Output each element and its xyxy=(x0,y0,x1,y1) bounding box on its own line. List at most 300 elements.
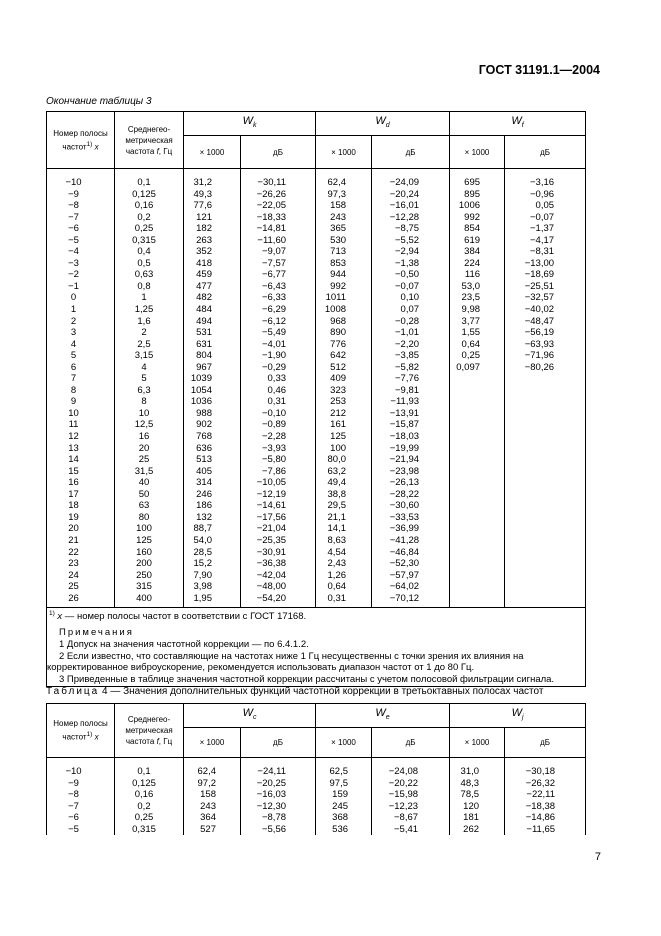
table-cell: 0,31 xyxy=(241,396,316,408)
table-cell: 10 xyxy=(115,408,184,420)
table-cell: −18,38 xyxy=(505,801,586,813)
table-cell: −36,38 xyxy=(241,558,316,570)
table-cell: 120 xyxy=(450,801,505,813)
table-cell: −80,26 xyxy=(505,362,586,374)
table-cell: −8 xyxy=(47,789,115,801)
table-cell: 804 xyxy=(184,350,241,362)
table-cell xyxy=(450,431,505,443)
table-cell: 314 xyxy=(184,477,241,489)
table-cell: 853 xyxy=(316,258,372,270)
table-cell xyxy=(505,489,586,501)
table-cell: 80 xyxy=(115,512,184,524)
table4-caption-text: 4 — Значения дополнительных функций частотной коррекции в третьоктавных полосах частот xyxy=(102,686,544,697)
table-cell xyxy=(505,547,586,559)
table-row xyxy=(47,477,586,489)
table-cell xyxy=(450,547,505,559)
table-row xyxy=(47,350,586,362)
table-cell: −10 xyxy=(47,758,115,778)
table-cell: −18,69 xyxy=(505,269,586,281)
table-cell: −0,07 xyxy=(505,212,586,224)
table-cell: 0,2 xyxy=(115,212,184,224)
sub-header-db: дБ xyxy=(372,136,450,169)
table-cell: 15 xyxy=(47,466,115,478)
sub-header-x1000: × 1000 xyxy=(316,728,372,758)
table-row xyxy=(47,801,586,813)
table-cell: 713 xyxy=(316,246,372,258)
sub-header-x1000: × 1000 xyxy=(316,136,372,169)
table-cell: −4,17 xyxy=(505,235,586,247)
table-cell: 0,315 xyxy=(115,235,184,247)
table-cell xyxy=(450,385,505,397)
table-cell: 477 xyxy=(184,281,241,293)
table-cell xyxy=(450,443,505,455)
col-band-header: Номер полосы частот$^{1)}$ x xyxy=(47,704,115,758)
table-cell: −9,81 xyxy=(372,385,450,397)
table-cell: −16,03 xyxy=(241,789,316,801)
table-cell: 482 xyxy=(184,292,241,304)
table-cell: −24,11 xyxy=(241,758,316,778)
table-cell xyxy=(450,558,505,570)
table-cell xyxy=(450,396,505,408)
table-cell: 2 xyxy=(47,316,115,328)
table-cell: 636 xyxy=(184,443,241,455)
table-cell: −2 xyxy=(47,269,115,281)
table-cell: 0,46 xyxy=(241,385,316,397)
table-cell: 0,315 xyxy=(115,824,184,836)
table-cell: 0,16 xyxy=(115,200,184,212)
note-1: 1 Допуск на значения частотной коррекции — по 6.4.1.2. xyxy=(59,638,309,650)
table-row xyxy=(47,500,586,512)
table-cell: 0 xyxy=(47,292,115,304)
table-row xyxy=(47,169,586,189)
table-cell: −40,02 xyxy=(505,304,586,316)
table4-caption xyxy=(46,686,543,697)
table-cell: −12,23 xyxy=(372,801,450,813)
table-cell: 49,3 xyxy=(184,189,241,201)
table-cell: 17 xyxy=(47,489,115,501)
table-cell: 4,54 xyxy=(316,547,372,559)
table-cell: −6,77 xyxy=(241,269,316,281)
group-header-wf: $W_f$ xyxy=(450,112,586,136)
table-cell: 0,2 xyxy=(115,801,184,813)
table-cell: 0,8 xyxy=(115,281,184,293)
table-cell: 8 xyxy=(47,385,115,397)
table-cell: −0,89 xyxy=(241,419,316,431)
table-cell: 224 xyxy=(450,258,505,270)
table-cell: −13,91 xyxy=(372,408,450,420)
table-cell: −26,26 xyxy=(241,189,316,201)
table-cell: −22,05 xyxy=(241,200,316,212)
table-row xyxy=(47,558,586,570)
sub-header-x1000: × 1000 xyxy=(450,136,505,169)
table-cell: 159 xyxy=(316,789,372,801)
table-cell xyxy=(505,581,586,593)
table-cell: −25,51 xyxy=(505,281,586,293)
table-cell: 902 xyxy=(184,419,241,431)
table-cell xyxy=(505,535,586,547)
table-cell: 484 xyxy=(184,304,241,316)
table-cell: 15,2 xyxy=(184,558,241,570)
table3-header xyxy=(47,112,586,169)
table-cell: −9 xyxy=(47,189,115,201)
table-cell: −5,80 xyxy=(241,454,316,466)
table-cell: 14 xyxy=(47,454,115,466)
table-cell: −12,19 xyxy=(241,489,316,501)
table-row xyxy=(47,778,586,790)
table4-body xyxy=(47,758,586,836)
table-cell: 0,07 xyxy=(372,304,450,316)
table-cell: −8,31 xyxy=(505,246,586,258)
table-cell: 181 xyxy=(450,812,505,824)
table-cell: −14,61 xyxy=(241,500,316,512)
table-row xyxy=(47,385,586,397)
table-cell: −5 xyxy=(47,235,115,247)
table-row xyxy=(47,454,586,466)
table-cell xyxy=(505,396,586,408)
table-row xyxy=(47,789,586,801)
table-cell: 384 xyxy=(450,246,505,258)
table-row xyxy=(47,189,586,201)
table-cell: 77,6 xyxy=(184,200,241,212)
sub-header-db: дБ xyxy=(241,136,316,169)
table-cell: 992 xyxy=(316,281,372,293)
table-cell: 1,25 xyxy=(115,304,184,316)
table-cell: −21,04 xyxy=(241,523,316,535)
table-cell: 4 xyxy=(47,339,115,351)
table-cell: −18,33 xyxy=(241,212,316,224)
table-cell: 1 xyxy=(47,304,115,316)
table-cell: −7,76 xyxy=(372,373,450,385)
col-freq-label: Среднегео-метрическая частота xyxy=(125,124,173,156)
table-cell: 62,4 xyxy=(316,169,372,189)
table-cell xyxy=(505,443,586,455)
table-cell: 18 xyxy=(47,500,115,512)
table-cell: 8,63 xyxy=(316,535,372,547)
table-cell: 0,63 xyxy=(115,269,184,281)
document-header: ГОСТ 31191.1—2004 xyxy=(478,63,600,77)
table-cell xyxy=(450,489,505,501)
table-cell: 9,98 xyxy=(450,304,505,316)
table-cell: 527 xyxy=(184,824,241,836)
table-cell xyxy=(505,477,586,489)
table-cell: 512 xyxy=(316,362,372,374)
table-cell xyxy=(505,385,586,397)
table-cell: 513 xyxy=(184,454,241,466)
table-cell: 776 xyxy=(316,339,372,351)
table-row xyxy=(47,512,586,524)
table-cell: 62,5 xyxy=(316,758,372,778)
col-freq-header: Среднегео-метрическая частота f, Гц xyxy=(115,704,184,758)
table-cell xyxy=(450,477,505,489)
table-cell xyxy=(450,419,505,431)
table-cell: 11 xyxy=(47,419,115,431)
table-cell: −2,28 xyxy=(241,431,316,443)
table-cell: −57,97 xyxy=(372,570,450,582)
table-cell: 531 xyxy=(184,327,241,339)
col-band-label: Номер полосы частот xyxy=(53,128,108,152)
table-cell: −64,02 xyxy=(372,581,450,593)
table-row xyxy=(47,327,586,339)
table-cell: 97,2 xyxy=(184,778,241,790)
table-row xyxy=(47,292,586,304)
table-cell: 0,25 xyxy=(115,812,184,824)
table-cell xyxy=(505,500,586,512)
table-cell: −22,11 xyxy=(505,789,586,801)
sub-header-x1000: × 1000 xyxy=(184,136,241,169)
table-row xyxy=(47,235,586,247)
table-cell: −20,22 xyxy=(372,778,450,790)
table-cell: −16,01 xyxy=(372,200,450,212)
col-freq-header: Среднегео-метрическая частота f, Гц xyxy=(115,112,184,169)
table-cell: −28,22 xyxy=(372,489,450,501)
table-cell: 895 xyxy=(450,189,505,201)
table-cell xyxy=(505,570,586,582)
table-cell: 2,5 xyxy=(115,339,184,351)
table-cell: 967 xyxy=(184,362,241,374)
table-row xyxy=(47,200,586,212)
table-cell: 21 xyxy=(47,535,115,547)
table-cell: 1,55 xyxy=(450,327,505,339)
table-cell: −15,87 xyxy=(372,419,450,431)
table-row xyxy=(47,581,586,593)
table-cell: 0,097 xyxy=(450,362,505,374)
table-cell: −7 xyxy=(47,212,115,224)
table-cell: 0,10 xyxy=(372,292,450,304)
table-cell: −9,07 xyxy=(241,246,316,258)
table-cell: 2 xyxy=(115,327,184,339)
table-cell: 125 xyxy=(115,535,184,547)
table-cell: −3 xyxy=(47,258,115,270)
table-cell: 0,31 xyxy=(316,593,372,608)
table-cell: 25 xyxy=(47,581,115,593)
table-cell: 418 xyxy=(184,258,241,270)
table-cell: 100 xyxy=(316,443,372,455)
table-cell: 536 xyxy=(316,824,372,836)
table-cell: −6,33 xyxy=(241,292,316,304)
table-cell: 80,0 xyxy=(316,454,372,466)
table-cell: 16 xyxy=(47,477,115,489)
table-cell: −54,20 xyxy=(241,593,316,608)
table-cell xyxy=(505,431,586,443)
table3-body xyxy=(47,169,586,608)
table-cell: 125 xyxy=(316,431,372,443)
table-cell: 2,43 xyxy=(316,558,372,570)
table-cell xyxy=(450,535,505,547)
table-cell: 29,5 xyxy=(316,500,372,512)
table-cell: −30,60 xyxy=(372,500,450,512)
sub-header-db: дБ xyxy=(505,728,586,758)
table-cell: 49,4 xyxy=(316,477,372,489)
table-cell xyxy=(450,466,505,478)
table-cell: −5,52 xyxy=(372,235,450,247)
table-cell: 10 xyxy=(47,408,115,420)
table-cell xyxy=(505,466,586,478)
table-row xyxy=(47,396,586,408)
table-cell: −15,98 xyxy=(372,789,450,801)
table-row xyxy=(47,824,586,836)
table-cell: 631 xyxy=(184,339,241,351)
table-cell: −7 xyxy=(47,801,115,813)
table-cell xyxy=(505,558,586,570)
table-cell: 19 xyxy=(47,512,115,524)
table-cell: −1,37 xyxy=(505,223,586,235)
table-cell: 944 xyxy=(316,269,372,281)
table-cell: 409 xyxy=(316,373,372,385)
sub-header-db: дБ xyxy=(505,136,586,169)
table-cell xyxy=(450,523,505,535)
table-cell: 21,1 xyxy=(316,512,372,524)
table-row xyxy=(47,570,586,582)
table-cell: 6,3 xyxy=(115,385,184,397)
table-row xyxy=(47,269,586,281)
table-cell: 158 xyxy=(184,789,241,801)
table-cell: 63,2 xyxy=(316,466,372,478)
table-row xyxy=(47,246,586,258)
table-cell: 368 xyxy=(316,812,372,824)
table-cell: −11,60 xyxy=(241,235,316,247)
table-cell: −8,75 xyxy=(372,223,450,235)
sub-header-x1000: × 1000 xyxy=(450,728,505,758)
table-cell: 1036 xyxy=(184,396,241,408)
table-cell: −24,09 xyxy=(372,169,450,189)
notes-cell xyxy=(47,608,586,686)
table-row xyxy=(47,373,586,385)
table-cell: −3,93 xyxy=(241,443,316,455)
table-cell: 323 xyxy=(316,385,372,397)
table-cell: −42,04 xyxy=(241,570,316,582)
table-cell: 22 xyxy=(47,547,115,559)
table-cell: −13,00 xyxy=(505,258,586,270)
table-cell: 0,05 xyxy=(505,200,586,212)
table-cell: 12,5 xyxy=(115,419,184,431)
table-cell: 48,3 xyxy=(450,778,505,790)
table-cell: −1,01 xyxy=(372,327,450,339)
table-cell: 8 xyxy=(115,396,184,408)
table-cell: −30,11 xyxy=(241,169,316,189)
table-cell: 23 xyxy=(47,558,115,570)
table-row xyxy=(47,547,586,559)
table-cell: 890 xyxy=(316,327,372,339)
note-3: 3 Приведенные в таблице значения частотной коррекции рассчитаны с учетом полосовой фильтрации сигнала. xyxy=(59,673,555,685)
table-cell: 968 xyxy=(316,316,372,328)
table-cell: −2,20 xyxy=(372,339,450,351)
table-cell: 20 xyxy=(115,443,184,455)
table-row xyxy=(47,408,586,420)
table-cell: −4,01 xyxy=(241,339,316,351)
table-cell: 459 xyxy=(184,269,241,281)
table-cell: −1 xyxy=(47,281,115,293)
table-cell: −11,93 xyxy=(372,396,450,408)
group-header-wc: $W_c$ xyxy=(184,704,316,728)
table-cell: 200 xyxy=(115,558,184,570)
table-cell: 253 xyxy=(316,396,372,408)
table-cell: 1,6 xyxy=(115,316,184,328)
table-cell: 116 xyxy=(450,269,505,281)
table-cell: −23,98 xyxy=(372,466,450,478)
table-cell: −7,57 xyxy=(241,258,316,270)
table-cell: 854 xyxy=(450,223,505,235)
table-cell: −5,41 xyxy=(372,824,450,836)
page-number: 7 xyxy=(594,851,601,863)
table-cell: 25 xyxy=(115,454,184,466)
table-cell: 250 xyxy=(115,570,184,582)
table-row xyxy=(47,212,586,224)
table-cell: −14,86 xyxy=(505,812,586,824)
table-cell: 365 xyxy=(316,223,372,235)
table-cell: 0,125 xyxy=(115,189,184,201)
table-cell: −48,00 xyxy=(241,581,316,593)
table-cell: 3 xyxy=(47,327,115,339)
table-cell: −19,99 xyxy=(372,443,450,455)
table-cell: −48,47 xyxy=(505,316,586,328)
table-cell: 0,4 xyxy=(115,246,184,258)
table-cell: 121 xyxy=(184,212,241,224)
table-cell xyxy=(450,512,505,524)
table-cell: 16 xyxy=(115,431,184,443)
table-cell: −6 xyxy=(47,812,115,824)
table-cell xyxy=(505,419,586,431)
table-cell: 28,5 xyxy=(184,547,241,559)
table-cell: −26,32 xyxy=(505,778,586,790)
table-cell: 26 xyxy=(47,593,115,608)
table-cell: −17,56 xyxy=(241,512,316,524)
table-cell: −0,28 xyxy=(372,316,450,328)
table-cell: 62,4 xyxy=(184,758,241,778)
table-cell: 63 xyxy=(115,500,184,512)
table-cell: 315 xyxy=(115,581,184,593)
table-cell: 38,8 xyxy=(316,489,372,501)
table-row xyxy=(47,466,586,478)
group-header-wk: $W_k$ xyxy=(184,112,316,136)
table-4 xyxy=(46,703,586,835)
table-cell xyxy=(505,408,586,420)
table-cell: 31,0 xyxy=(450,758,505,778)
table-cell: 0,125 xyxy=(115,778,184,790)
table-cell: −0,07 xyxy=(372,281,450,293)
table-row xyxy=(47,535,586,547)
table-cell: 20 xyxy=(47,523,115,535)
table-cell: 0,16 xyxy=(115,789,184,801)
table-cell: 31,5 xyxy=(115,466,184,478)
table-row xyxy=(47,362,586,374)
table-cell: 1039 xyxy=(184,373,241,385)
table-cell: 158 xyxy=(316,200,372,212)
table-cell xyxy=(505,512,586,524)
table-cell: 1008 xyxy=(316,304,372,316)
group-header-we: $W_e$ xyxy=(316,704,450,728)
table-row xyxy=(47,223,586,235)
table-row xyxy=(47,339,586,351)
table-cell: 5 xyxy=(47,350,115,362)
table-cell: −10,05 xyxy=(241,477,316,489)
table-cell: 97,3 xyxy=(316,189,372,201)
notes-title: Примечания xyxy=(59,627,134,639)
table-cell: 0,64 xyxy=(316,581,372,593)
table-cell: 352 xyxy=(184,246,241,258)
table-cell: −10 xyxy=(47,169,115,189)
table-cell: 31,2 xyxy=(184,169,241,189)
table-cell: 1054 xyxy=(184,385,241,397)
table-cell: −52,30 xyxy=(372,558,450,570)
table-cell: 619 xyxy=(450,235,505,247)
table-cell: 4 xyxy=(115,362,184,374)
table-cell: −1,38 xyxy=(372,258,450,270)
table-cell: 400 xyxy=(115,593,184,608)
table-cell: 0,5 xyxy=(115,258,184,270)
table-cell: 405 xyxy=(184,466,241,478)
sub-header-db: дБ xyxy=(241,728,316,758)
table-cell: 243 xyxy=(316,212,372,224)
